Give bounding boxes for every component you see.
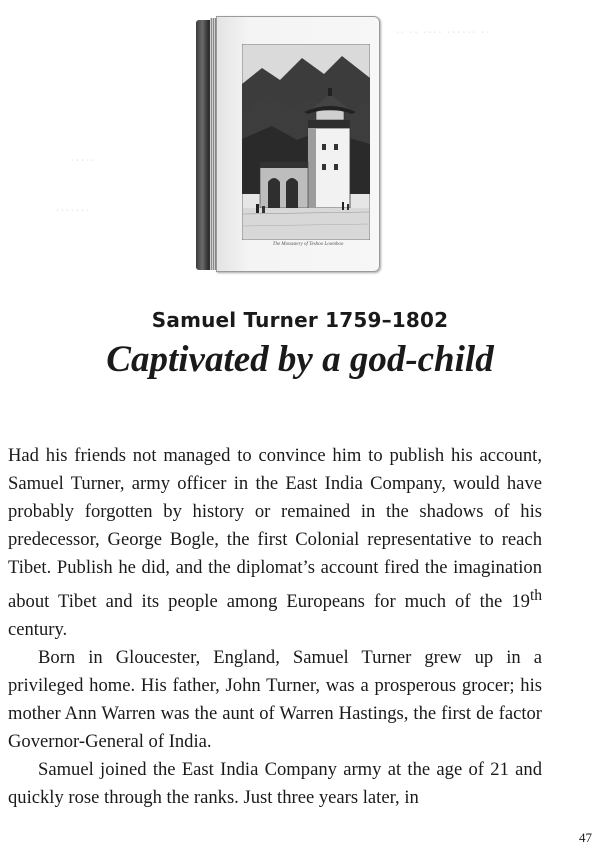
monastery-engraving <box>242 44 370 240</box>
page-number: 47 <box>579 830 592 845</box>
paragraph-1 <box>8 442 542 644</box>
paragraph-1-superscript: th <box>529 587 542 604</box>
chapter-title: Captivated by a god-child <box>106 339 494 380</box>
bleed-through: ····· <box>70 153 95 169</box>
chapter-subtitle: Samuel Turner 1759–1802 <box>151 308 449 332</box>
paragraph-2: Born in Gloucester, England, Samuel Turner grew up in a privileged home. His father, John Turner, was a prosperous grocer; his mother Ann Warren was the aunt of Warren Hastings, the first de factor Governor-General of India. <box>8 647 542 753</box>
paragraph-3: Samuel joined the East India Company army at the age of 21 and quickly rose through the ranks. Just three years later, in <box>8 759 542 809</box>
book-illustration <box>196 16 380 272</box>
bleed-through: ·· ·· ···· ······ ·· <box>395 25 490 41</box>
paragraph-1-text: Had his friends not managed to convince him to publish his account, Samuel Turner, army officer in the East India Company, would have probably forgotten by history or remained in the shadows of his predecessor, George Bogle, the first Colonial representative to reach Tibet. Publish he did, and the diplomat’s account fired the imagination about Tibet and its people among Europeans for much of the 19 <box>8 445 542 613</box>
paragraph-1-tail: century. <box>8 619 68 641</box>
bleed-through: ······· <box>55 203 90 219</box>
engraving-caption: The Monastery of Teshoo Loomboo <box>272 242 344 247</box>
body-text <box>8 442 542 812</box>
